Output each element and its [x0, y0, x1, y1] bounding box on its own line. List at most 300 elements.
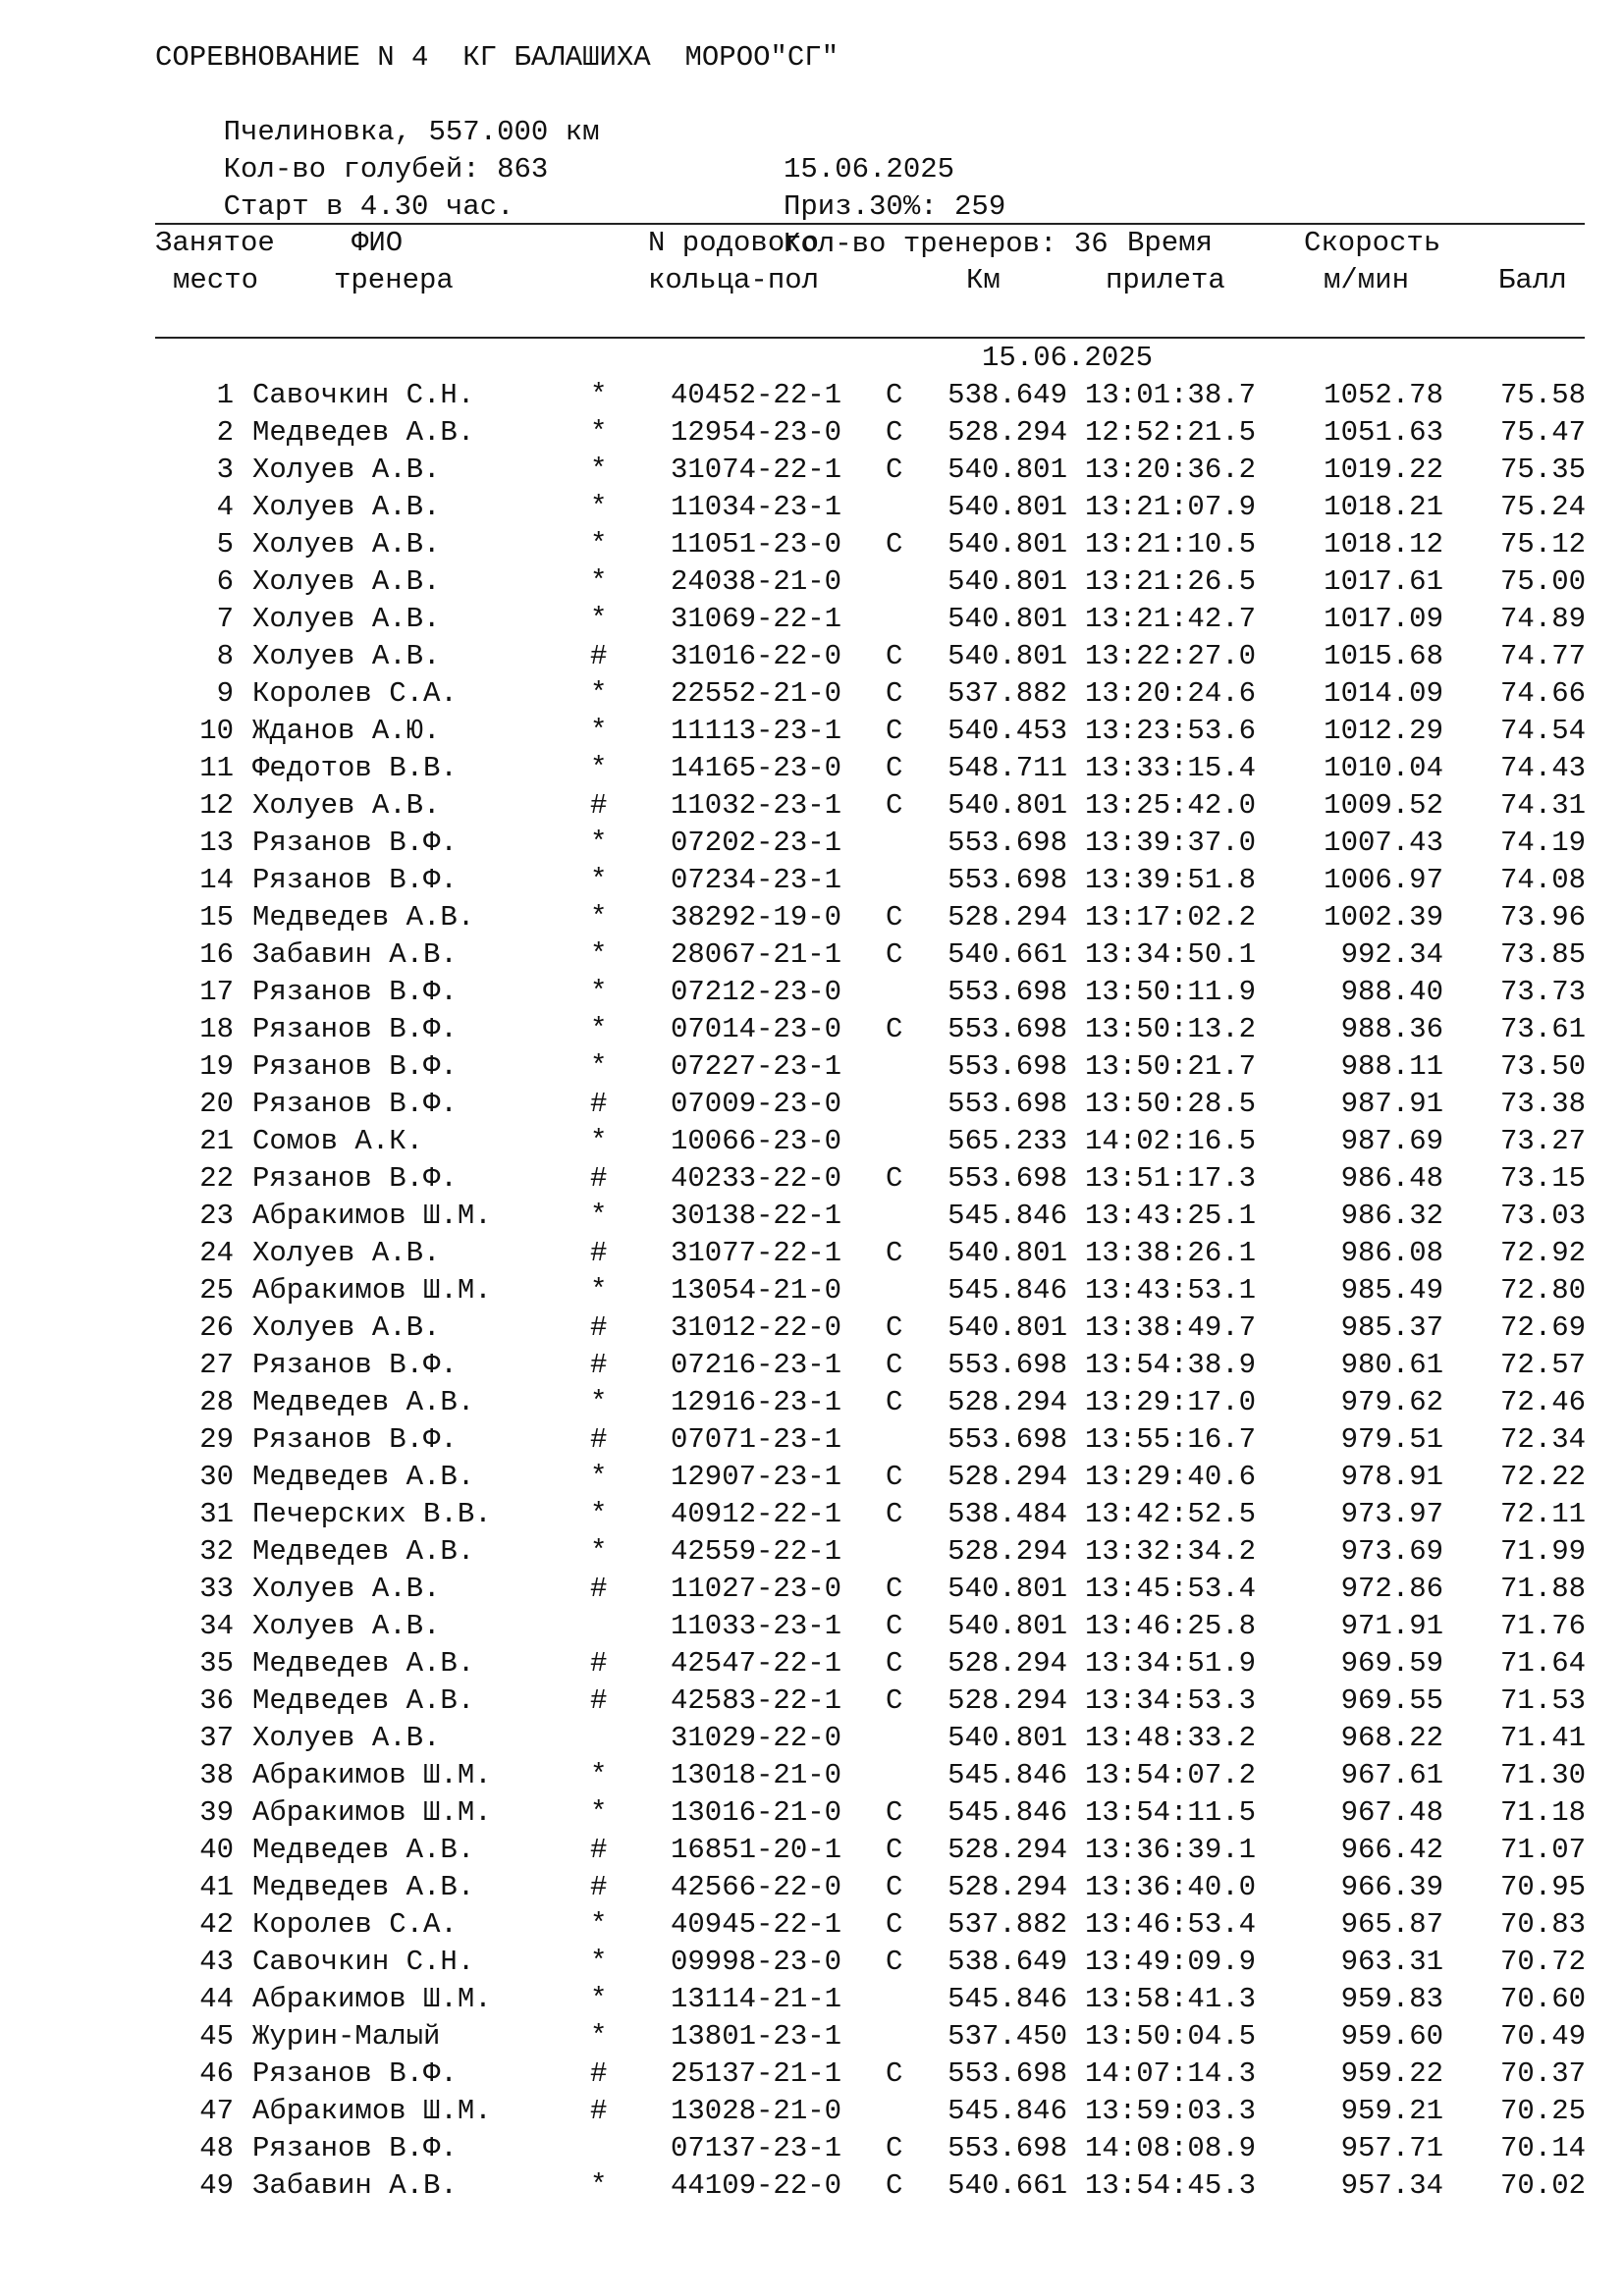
row-score: 71.30	[1499, 1759, 1586, 1791]
row-trainer: Холуев А.В.	[252, 1610, 441, 1642]
trainers-count: Кол-во тренеров: 36	[784, 228, 1109, 260]
row-mark: *	[590, 864, 608, 896]
row-trainer: Холуев А.В.	[252, 1237, 441, 1269]
table-row	[0, 1048, 1624, 1086]
row-ring-number: 31077-22-1	[671, 1237, 842, 1269]
row-trainer: Медведев А.В.	[252, 901, 475, 934]
row-mark: #	[590, 2095, 608, 2127]
table-row	[0, 2056, 1624, 2093]
row-ring-number: 13018-21-0	[671, 1759, 842, 1791]
row-score: 73.03	[1499, 1200, 1586, 1232]
row-arrival-time: 13:29:40.6	[1085, 1461, 1257, 1493]
table-row	[0, 563, 1624, 601]
row-place: 49	[199, 2169, 234, 2202]
row-trainer: Медведев А.В.	[252, 1834, 475, 1866]
row-sex-mark: С	[886, 1684, 903, 1717]
row-speed: 1012.29	[1324, 715, 1443, 747]
row-ring-number: 11034-23-1	[671, 491, 842, 523]
row-score: 75.35	[1499, 454, 1586, 486]
row-sex-mark: С	[886, 2132, 903, 2164]
row-speed: 973.97	[1340, 1498, 1443, 1530]
row-distance: 553.698	[947, 1423, 1067, 1456]
row-place: 19	[199, 1050, 234, 1083]
row-mark: *	[590, 491, 608, 523]
row-arrival-time: 13:36:39.1	[1085, 1834, 1257, 1866]
row-place: 7	[216, 603, 234, 635]
row-ring-number: 31069-22-1	[671, 603, 842, 635]
row-distance: 540.801	[947, 640, 1067, 672]
row-mark: #	[590, 789, 608, 822]
row-trainer: Медведев А.В.	[252, 416, 475, 449]
row-place: 9	[216, 677, 234, 710]
row-ring-number: 07202-23-1	[671, 827, 842, 859]
row-ring-number: 31012-22-0	[671, 1311, 842, 1344]
row-speed: 985.37	[1340, 1311, 1443, 1344]
row-trainer: Медведев А.В.	[252, 1647, 475, 1680]
row-distance: 538.484	[947, 1498, 1067, 1530]
row-ring-number: 10066-23-0	[671, 1125, 842, 1157]
row-trainer: Печерских В.В.	[252, 1498, 492, 1530]
row-trainer: Абракимов Ш.М.	[252, 2095, 492, 2127]
row-ring-number: 07014-23-0	[671, 1013, 842, 1045]
row-mark: *	[590, 528, 608, 561]
row-distance: 540.801	[947, 789, 1067, 822]
row-arrival-time: 13:36:40.0	[1085, 1871, 1257, 1903]
row-arrival-time: 13:34:53.3	[1085, 1684, 1257, 1717]
row-mark: *	[590, 1498, 608, 1530]
row-speed: 959.22	[1340, 2057, 1443, 2090]
row-ring-number: 31074-22-1	[671, 454, 842, 486]
row-arrival-time: 13:21:10.5	[1085, 528, 1257, 561]
row-distance: 553.698	[947, 827, 1067, 859]
row-mark: *	[590, 752, 608, 784]
row-place: 12	[199, 789, 234, 822]
row-trainer: Федотов В.В.	[252, 752, 458, 784]
row-arrival-time: 13:34:50.1	[1085, 938, 1257, 971]
row-arrival-time: 13:20:24.6	[1085, 677, 1257, 710]
row-ring-number: 07216-23-1	[671, 1349, 842, 1381]
row-place: 27	[199, 1349, 234, 1381]
table-row	[0, 1832, 1624, 1869]
row-speed: 992.34	[1340, 938, 1443, 971]
row-speed: 973.69	[1340, 1535, 1443, 1568]
row-score: 70.72	[1499, 1946, 1586, 1978]
row-trainer: Холуев А.В.	[252, 565, 441, 598]
row-ring-number: 09998-23-0	[671, 1946, 842, 1978]
row-sex-mark: С	[886, 1162, 903, 1195]
row-mark: #	[590, 640, 608, 672]
table-row	[0, 1309, 1624, 1347]
row-ring-number: 40945-22-1	[671, 1908, 842, 1941]
row-place: 13	[199, 827, 234, 859]
row-arrival-time: 13:48:33.2	[1085, 1722, 1257, 1754]
row-arrival-time: 13:50:11.9	[1085, 976, 1257, 1008]
row-trainer: Рязанов В.Ф.	[252, 1423, 458, 1456]
row-speed: 978.91	[1340, 1461, 1443, 1493]
row-sex-mark: С	[886, 1013, 903, 1045]
table-row	[0, 750, 1624, 787]
row-score: 74.19	[1499, 827, 1586, 859]
row-mark: *	[590, 1200, 608, 1232]
col-km: Км	[966, 264, 1001, 296]
row-mark: *	[590, 1535, 608, 1568]
table-row	[0, 1533, 1624, 1571]
col-place-line1: Занятое	[155, 227, 275, 259]
row-place: 44	[199, 1983, 234, 2015]
row-arrival-time: 13:51:17.3	[1085, 1162, 1257, 1195]
row-ring-number: 42566-22-0	[671, 1871, 842, 1903]
row-distance: 540.801	[947, 491, 1067, 523]
row-score: 72.69	[1499, 1311, 1586, 1344]
row-ring-number: 13016-21-0	[671, 1796, 842, 1829]
row-mark: #	[590, 1162, 608, 1195]
row-arrival-time: 13:43:25.1	[1085, 1200, 1257, 1232]
row-arrival-time: 13:22:27.0	[1085, 640, 1257, 672]
row-place: 32	[199, 1535, 234, 1568]
row-trainer: Журин-Малый	[252, 2020, 441, 2053]
row-score: 74.31	[1499, 789, 1586, 822]
row-arrival-time: 13:20:36.2	[1085, 454, 1257, 486]
row-score: 74.54	[1499, 715, 1586, 747]
row-place: 31	[199, 1498, 234, 1530]
row-score: 72.57	[1499, 1349, 1586, 1381]
table-row	[0, 638, 1624, 675]
row-speed: 1010.04	[1324, 752, 1443, 784]
row-score: 73.15	[1499, 1162, 1586, 1195]
row-arrival-time: 13:21:07.9	[1085, 491, 1257, 523]
row-sex-mark: С	[886, 901, 903, 934]
table-row	[0, 1645, 1624, 1682]
row-speed: 959.60	[1340, 2020, 1443, 2053]
row-ring-number: 40233-22-0	[671, 1162, 842, 1195]
location-distance: Пчелиновка, 557.000 км	[223, 116, 600, 148]
row-speed: 969.55	[1340, 1684, 1443, 1717]
row-arrival-time: 13:34:51.9	[1085, 1647, 1257, 1680]
row-score: 70.14	[1499, 2132, 1586, 2164]
row-trainer: Королев С.А.	[252, 1908, 458, 1941]
row-sex-mark: С	[886, 677, 903, 710]
table-row	[0, 1608, 1624, 1645]
table-row	[0, 1906, 1624, 1944]
row-distance: 528.294	[947, 1647, 1067, 1680]
row-sex-mark: С	[886, 715, 903, 747]
row-score: 75.47	[1499, 416, 1586, 449]
row-distance: 528.294	[947, 901, 1067, 934]
row-score: 75.58	[1499, 379, 1586, 411]
row-mark: *	[590, 603, 608, 635]
row-score: 70.02	[1499, 2169, 1586, 2202]
row-trainer: Абракимов Ш.М.	[252, 1796, 492, 1829]
row-trainer: Забавин А.В.	[252, 2169, 458, 2202]
row-arrival-time: 12:52:21.5	[1085, 416, 1257, 449]
row-ring-number: 40912-22-1	[671, 1498, 842, 1530]
row-sex-mark: С	[886, 1461, 903, 1493]
birds-count: Кол-во голубей: 863	[223, 153, 549, 186]
row-trainer: Холуев А.В.	[252, 1311, 441, 1344]
row-arrival-time: 13:59:03.3	[1085, 2095, 1257, 2127]
row-sex-mark: С	[886, 2057, 903, 2090]
row-place: 43	[199, 1946, 234, 1978]
row-mark: *	[590, 1908, 608, 1941]
row-arrival-time: 13:25:42.0	[1085, 789, 1257, 822]
row-arrival-time: 13:39:51.8	[1085, 864, 1257, 896]
row-arrival-time: 13:49:09.9	[1085, 1946, 1257, 1978]
row-score: 70.25	[1499, 2095, 1586, 2127]
row-score: 71.64	[1499, 1647, 1586, 1680]
table-row	[0, 1086, 1624, 1123]
row-sex-mark: С	[886, 1610, 903, 1642]
row-score: 71.88	[1499, 1573, 1586, 1605]
row-trainer: Рязанов В.Ф.	[252, 864, 458, 896]
table-row	[0, 1571, 1624, 1608]
table-row	[0, 713, 1624, 750]
row-distance: 545.846	[947, 2095, 1067, 2127]
row-distance: 540.801	[947, 1610, 1067, 1642]
report-title: СОРЕВНОВАНИЕ N 4 КГ БАЛАШИХА МОРОО"СГ"	[155, 41, 839, 74]
row-trainer: Медведев А.В.	[252, 1461, 475, 1493]
row-score: 71.99	[1499, 1535, 1586, 1568]
row-trainer: Медведев А.В.	[252, 1386, 475, 1418]
row-trainer: Жданов А.Ю.	[252, 715, 441, 747]
row-sex-mark: С	[886, 1386, 903, 1418]
row-ring-number: 13028-21-0	[671, 2095, 842, 2127]
row-distance: 540.801	[947, 1722, 1067, 1754]
row-ring-number: 14165-23-0	[671, 752, 842, 784]
row-distance: 528.294	[947, 1461, 1067, 1493]
row-mark: #	[590, 1349, 608, 1381]
table-row	[0, 1123, 1624, 1160]
row-mark: *	[590, 677, 608, 710]
row-distance: 553.698	[947, 864, 1067, 896]
row-place: 26	[199, 1311, 234, 1344]
row-mark: *	[590, 2169, 608, 2202]
col-ring-line2: кольца-пол	[648, 264, 820, 296]
row-distance: 545.846	[947, 1274, 1067, 1307]
row-distance: 553.698	[947, 1050, 1067, 1083]
row-distance: 528.294	[947, 1535, 1067, 1568]
row-place: 17	[199, 976, 234, 1008]
row-ring-number: 28067-21-1	[671, 938, 842, 971]
row-trainer: Рязанов В.Ф.	[252, 2057, 458, 2090]
row-trainer: Медведев А.В.	[252, 1871, 475, 1903]
row-place: 10	[199, 715, 234, 747]
table-row	[0, 1981, 1624, 2018]
row-trainer: Рязанов В.Ф.	[252, 976, 458, 1008]
row-score: 73.27	[1499, 1125, 1586, 1157]
col-name-line2: тренера	[334, 264, 454, 296]
row-trainer: Рязанов В.Ф.	[252, 1013, 458, 1045]
row-speed: 979.51	[1340, 1423, 1443, 1456]
row-distance: 545.846	[947, 1796, 1067, 1829]
row-arrival-time: 13:54:45.3	[1085, 2169, 1257, 2202]
row-distance: 553.698	[947, 1349, 1067, 1381]
row-place: 30	[199, 1461, 234, 1493]
table-row	[0, 489, 1624, 526]
table-row	[0, 899, 1624, 936]
row-ring-number: 11032-23-1	[671, 789, 842, 822]
row-arrival-time: 14:07:14.3	[1085, 2057, 1257, 2090]
row-speed: 1018.21	[1324, 491, 1443, 523]
row-arrival-time: 13:21:42.7	[1085, 603, 1257, 635]
row-ring-number: 13054-21-0	[671, 1274, 842, 1307]
row-ring-number: 07009-23-0	[671, 1088, 842, 1120]
row-trainer: Савочкин С.Н.	[252, 379, 475, 411]
row-mark: *	[590, 1983, 608, 2015]
row-mark: #	[590, 1573, 608, 1605]
row-ring-number: 13801-23-1	[671, 2020, 842, 2053]
row-mark: *	[590, 1796, 608, 1829]
row-place: 18	[199, 1013, 234, 1045]
row-distance: 538.649	[947, 379, 1067, 411]
row-place: 42	[199, 1908, 234, 1941]
row-sex-mark: С	[886, 1237, 903, 1269]
row-score: 73.38	[1499, 1088, 1586, 1120]
row-distance: 528.294	[947, 1871, 1067, 1903]
row-arrival-time: 13:32:34.2	[1085, 1535, 1257, 1568]
row-arrival-time: 13:50:04.5	[1085, 2020, 1257, 2053]
row-mark: #	[590, 1088, 608, 1120]
row-speed: 959.83	[1340, 1983, 1443, 2015]
row-place: 47	[199, 2095, 234, 2127]
col-time-line2: прилета	[1106, 264, 1225, 296]
row-score: 75.24	[1499, 491, 1586, 523]
row-mark: *	[590, 2020, 608, 2053]
row-place: 21	[199, 1125, 234, 1157]
row-arrival-time: 13:33:15.4	[1085, 752, 1257, 784]
row-score: 75.00	[1499, 565, 1586, 598]
row-trainer: Рязанов В.Ф.	[252, 827, 458, 859]
row-trainer: Абракимов Ш.М.	[252, 1274, 492, 1307]
table-row	[0, 1198, 1624, 1235]
row-score: 72.22	[1499, 1461, 1586, 1493]
row-ring-number: 11113-23-1	[671, 715, 842, 747]
row-mark: #	[590, 2057, 608, 2090]
row-arrival-time: 13:01:38.7	[1085, 379, 1257, 411]
row-mark: *	[590, 901, 608, 934]
row-speed: 985.49	[1340, 1274, 1443, 1307]
row-speed: 965.87	[1340, 1908, 1443, 1941]
row-place: 29	[199, 1423, 234, 1456]
row-trainer: Рязанов В.Ф.	[252, 2132, 458, 2164]
row-score: 73.85	[1499, 938, 1586, 971]
row-trainer: Рязанов В.Ф.	[252, 1162, 458, 1195]
table-row	[0, 1384, 1624, 1421]
row-place: 1	[216, 379, 234, 411]
table-row	[0, 936, 1624, 974]
row-mark: *	[590, 379, 608, 411]
row-score: 71.41	[1499, 1722, 1586, 1754]
row-speed: 1019.22	[1324, 454, 1443, 486]
row-distance: 540.801	[947, 1573, 1067, 1605]
row-arrival-time: 13:38:49.7	[1085, 1311, 1257, 1344]
row-score: 74.08	[1499, 864, 1586, 896]
row-distance: 553.698	[947, 1162, 1067, 1195]
row-mark: *	[590, 1125, 608, 1157]
row-arrival-time: 13:54:38.9	[1085, 1349, 1257, 1381]
table-row	[0, 1011, 1624, 1048]
row-score: 73.96	[1499, 901, 1586, 934]
row-distance: 553.698	[947, 1088, 1067, 1120]
row-place: 45	[199, 2020, 234, 2053]
row-speed: 988.36	[1340, 1013, 1443, 1045]
row-trainer: Рязанов В.Ф.	[252, 1050, 458, 1083]
row-speed: 957.71	[1340, 2132, 1443, 2164]
row-score: 70.49	[1499, 2020, 1586, 2053]
row-speed: 969.59	[1340, 1647, 1443, 1680]
row-arrival-time: 14:08:08.9	[1085, 2132, 1257, 2164]
row-score: 74.66	[1499, 677, 1586, 710]
row-place: 22	[199, 1162, 234, 1195]
row-trainer: Рязанов В.Ф.	[252, 1349, 458, 1381]
row-mark: *	[590, 827, 608, 859]
row-place: 16	[199, 938, 234, 971]
row-score: 73.73	[1499, 976, 1586, 1008]
row-mark: *	[590, 1050, 608, 1083]
row-speed: 1014.09	[1324, 677, 1443, 710]
row-distance: 528.294	[947, 416, 1067, 449]
row-ring-number: 42559-22-1	[671, 1535, 842, 1568]
row-speed: 967.48	[1340, 1796, 1443, 1829]
row-distance: 528.294	[947, 1834, 1067, 1866]
row-score: 72.11	[1499, 1498, 1586, 1530]
row-place: 15	[199, 901, 234, 934]
row-mark: #	[590, 1684, 608, 1717]
row-mark: #	[590, 1423, 608, 1456]
row-arrival-time: 13:50:13.2	[1085, 1013, 1257, 1045]
row-arrival-time: 13:45:53.4	[1085, 1573, 1257, 1605]
row-distance: 537.882	[947, 677, 1067, 710]
row-place: 4	[216, 491, 234, 523]
row-place: 38	[199, 1759, 234, 1791]
row-ring-number: 44109-22-0	[671, 2169, 842, 2202]
table-row	[0, 1160, 1624, 1198]
row-score: 70.95	[1499, 1871, 1586, 1903]
race-date: 15.06.2025	[784, 153, 955, 186]
row-place: 41	[199, 1871, 234, 1903]
row-speed: 986.08	[1340, 1237, 1443, 1269]
row-trainer: Абракимов Ш.М.	[252, 1200, 492, 1232]
row-ring-number: 42547-22-1	[671, 1647, 842, 1680]
row-distance: 545.846	[947, 1200, 1067, 1232]
row-place: 34	[199, 1610, 234, 1642]
row-score: 73.50	[1499, 1050, 1586, 1083]
row-trainer: Абракимов Ш.М.	[252, 1759, 492, 1791]
row-speed: 979.62	[1340, 1386, 1443, 1418]
row-ring-number: 07137-23-1	[671, 2132, 842, 2164]
row-distance: 548.711	[947, 752, 1067, 784]
row-mark: #	[590, 1237, 608, 1269]
table-row	[0, 2093, 1624, 2130]
row-mark: #	[590, 1311, 608, 1344]
row-speed: 972.86	[1340, 1573, 1443, 1605]
row-speed: 963.31	[1340, 1946, 1443, 1978]
table-row	[0, 2167, 1624, 2205]
row-ring-number: 25137-21-1	[671, 2057, 842, 2090]
row-ring-number: 11033-23-1	[671, 1610, 842, 1642]
row-arrival-time: 13:38:26.1	[1085, 1237, 1257, 1269]
table-row	[0, 414, 1624, 452]
row-trainer: Медведев А.В.	[252, 1684, 475, 1717]
row-ring-number: 38292-19-0	[671, 901, 842, 934]
row-distance: 545.846	[947, 1983, 1067, 2015]
prize-count: Приз.30%: 259	[784, 190, 1006, 223]
row-distance: 528.294	[947, 1386, 1067, 1418]
row-score: 72.92	[1499, 1237, 1586, 1269]
row-speed: 988.40	[1340, 976, 1443, 1008]
row-ring-number: 31029-22-0	[671, 1722, 842, 1754]
table-row	[0, 1869, 1624, 1906]
table-row	[0, 1794, 1624, 1832]
